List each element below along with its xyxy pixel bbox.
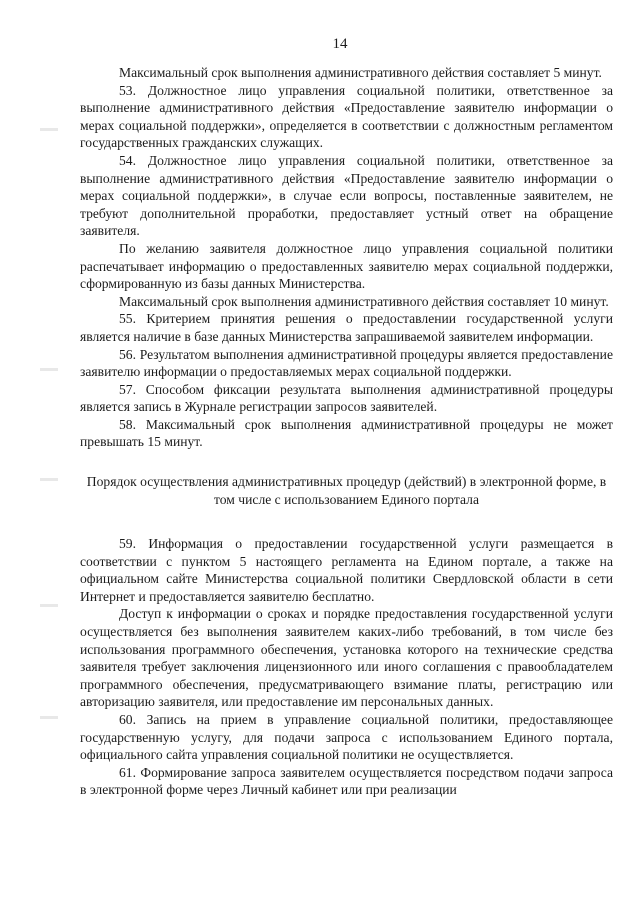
paragraph: По желанию заявителя должностное лицо управления социальной политики распечатывает информацию о предоставленных заявителю мерах социальной поддержки, сформированную из базы данных Министерства. <box>80 240 613 292</box>
paragraph: 58. Максимальный срок выполнения административной процедуры не может превышать 15 минут. <box>80 416 613 450</box>
paragraph: 60. Запись на прием в управление социальной политики, предоставляющее государственную услугу, для подачи запроса с использованием Единого портала, официального сайта управления социальной политики не осуществляется. <box>80 712 613 763</box>
paragraph: 56. Результатом выполнения административной процедуры является предоставление заявителю информации о предоставляемых мерах социальной поддержки. <box>80 346 613 380</box>
paragraph: Максимальный срок выполнения административного действия составляет 10 минут. <box>119 293 609 309</box>
paragraph: 59. Информация о предоставлении государственной услуги размещается в соответствии с пунктом 5 настоящего регламента на Едином портале, а также на официальном сайте Министерства социальной политики Свердловской области в сети Интернет и предоставляется заявителю бесплатно. <box>80 536 613 604</box>
paragraph: Доступ к информации о сроках и порядке предоставления государственной услуги осуществляется без выполнения заявителем каких-либо требований, в том числе без использования программного обеспечения, установка которого на технические средства заявителя требует заключения лицензионного или иного соглашения с правообладателем программного обеспечения, предусматривающего взимание платы, регистрацию или авторизацию заявителя, или предоставление им персональных данных. <box>80 606 613 710</box>
scan-artifact <box>40 128 58 131</box>
paragraph: Максимальный срок выполнения административного действия составляет 5 минут. <box>119 65 602 80</box>
paragraph: 55. Критерием принятия решения о предоставлении государственной услуги является наличие в базе данных Министерства запрашиваемой заявителем информации. <box>80 311 613 344</box>
paragraph: 57. Способом фиксации результата выполнения административной процедуры является запись в Журнале регистрации запросов заявителей. <box>80 381 613 415</box>
scan-artifact <box>40 716 58 719</box>
paragraph: 54. Должностное лицо управления социальной политики, ответственное за выполнение административного действия «Предоставление заявителю информации о мерах социальной поддержки», в случае если вопросы, поставленные заявителем, не требуют дополнительной проработки, предоставляет устный ответ на обращение заявителя. <box>80 152 613 239</box>
page-number: 14 <box>332 36 348 52</box>
paragraph: 61. Формирование запроса заявителем осуществляется посредством подачи запроса в электронной форме через Личный кабинет или при реализации <box>80 764 613 798</box>
document-body <box>80 64 613 799</box>
scan-artifact <box>40 368 58 371</box>
scan-artifact <box>40 478 58 481</box>
paragraph: 53. Должностное лицо управления социальной политики, ответственное за выполнение административного действия «Предоставление заявителю информации о мерах социальной поддержки», определяется в соответствии с должностным регламентом государственных гражданских служащих. <box>80 82 613 151</box>
scan-artifact <box>40 604 58 607</box>
section-heading: Порядок осуществления административных процедур (действий) в электронной форме, в том числе с использованием Единого портала <box>86 474 607 508</box>
